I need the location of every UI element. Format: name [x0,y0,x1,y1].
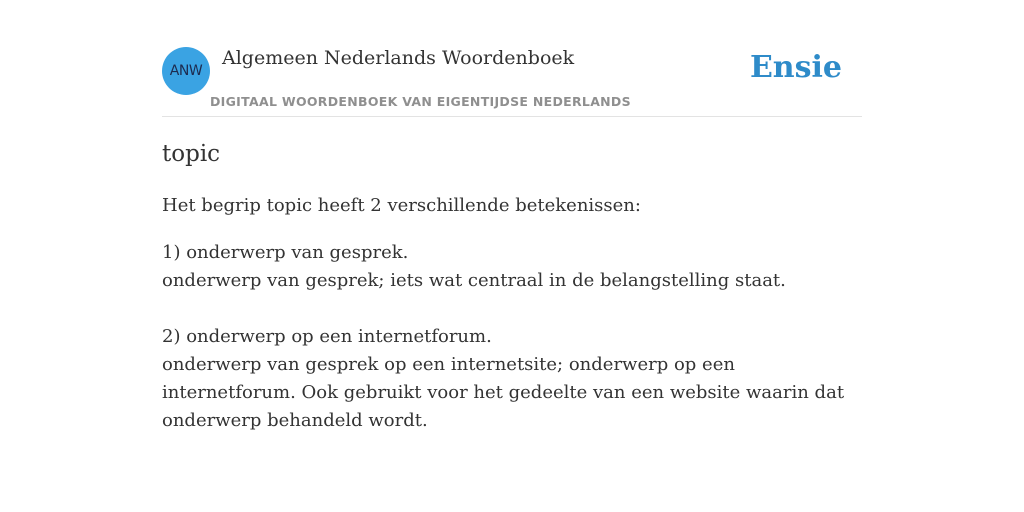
ensie-brand-link[interactable]: Ensie [749,50,842,85]
anw-logo-text: ANW [169,63,203,79]
site-header [162,46,862,117]
meaning-heading: 1) onderwerp van gesprek. [162,242,409,263]
meaning-definition: onderwerp van gesprek op een internetsite; onderwerp op een internetforum. Ook gebruikt voor het gedeelte van een website waarin dat onderwerp behandeld wordt. [162,354,845,431]
site-subtitle: DIGITAAL WOORDENBOEK VAN EIGENTIJDSE NEDERLANDS [210,94,631,109]
meaning-definition: onderwerp van gesprek; iets wat centraal in de belangstelling staat. [162,270,786,291]
site-title[interactable]: Algemeen Nederlands Woordenboek [222,47,575,69]
meaning-item [162,323,862,435]
entry-headword: topic [162,141,221,167]
entry-intro: Het begrip topic heeft 2 verschillende betekenissen: [162,195,641,216]
meaning-heading: 2) onderwerp op een internetforum. [162,326,492,347]
entry-content [162,138,862,435]
meaning-item [162,239,862,295]
anw-logo[interactable] [162,47,210,95]
